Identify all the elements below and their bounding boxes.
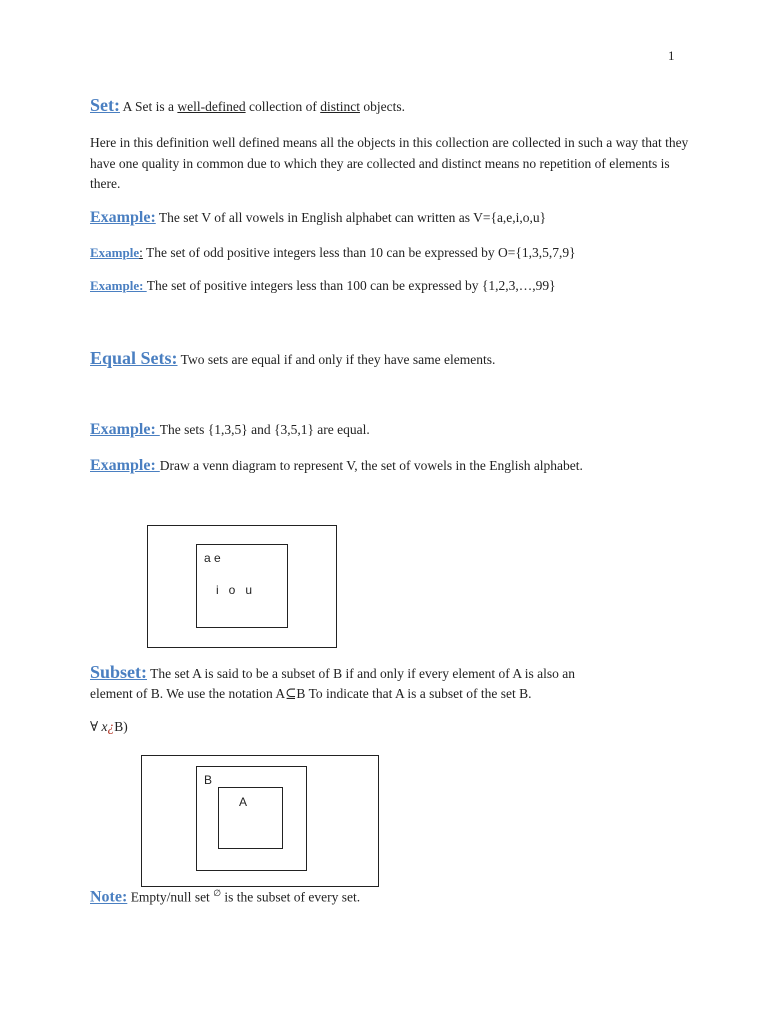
well-defined-term: well-defined bbox=[177, 99, 246, 114]
example-sep: : bbox=[139, 245, 143, 260]
formula-red-glyph: ¿ bbox=[107, 719, 115, 734]
set-text-1: A Set is a bbox=[120, 99, 178, 114]
note-text-2: is the subset of every set. bbox=[221, 889, 361, 905]
explanation-paragraph: Here in this definition well defined means all the objects in this collection are collected in such a way that they have one quality in common due to which they are collected and distinct means no repetition of elements is there. bbox=[90, 135, 689, 191]
formula-variable: x bbox=[101, 719, 108, 734]
example-venn bbox=[90, 457, 583, 475]
example-positive-integers bbox=[90, 278, 556, 294]
example-label: Example bbox=[90, 245, 140, 260]
note-text-1: Empty/null set bbox=[127, 889, 214, 905]
example-equal-sets bbox=[90, 421, 370, 439]
forall-symbol: ∀ bbox=[90, 719, 102, 734]
note-line bbox=[90, 888, 360, 907]
subset-definition-line2: element of B. We use the notation A⊆B To indicate that A is a subset of the set B. bbox=[90, 686, 532, 701]
venn-vowels-row2: i o u bbox=[216, 583, 253, 597]
equal-sets-definition bbox=[90, 348, 495, 369]
subset-definition-line1 bbox=[90, 662, 575, 683]
example-label: Example: bbox=[90, 457, 160, 474]
distinct-term: distinct bbox=[320, 99, 360, 114]
subset-text-1: The set A is said to be a subset of B if and only if every element of A is also an bbox=[147, 666, 575, 681]
set-text-3: objects. bbox=[359, 99, 405, 114]
example-odd-integers bbox=[90, 245, 576, 261]
subset-a-label: A bbox=[239, 795, 248, 809]
formula-suffix: B) bbox=[114, 719, 128, 734]
venn-vowels-row1: a e bbox=[204, 551, 221, 565]
subset-b-label: B bbox=[204, 773, 213, 787]
example-text: The set V of all vowels in English alphabet can written as V={a,e,i,o,u} bbox=[155, 210, 547, 225]
set-definition bbox=[90, 95, 405, 116]
example-label: Example: bbox=[90, 209, 156, 226]
equal-sets-heading: Equal Sets: bbox=[90, 348, 178, 368]
equal-sets-text: Two sets are equal if and only if they have same elements. bbox=[177, 352, 496, 367]
empty-set-symbol: ∅ bbox=[213, 888, 222, 898]
example-label: Example: bbox=[90, 421, 160, 438]
example-text: The set of positive integers less than 100 can be expressed by {1,2,3,…,99} bbox=[146, 278, 556, 293]
example-label: Example: bbox=[90, 278, 147, 293]
set-text-2: collection of bbox=[245, 99, 321, 114]
set-heading: Set: bbox=[90, 95, 120, 115]
page-number: 1 bbox=[668, 48, 675, 63]
example-text: Draw a venn diagram to represent V, the set of vowels in the English alphabet. bbox=[159, 458, 583, 473]
subset-heading: Subset: bbox=[90, 662, 148, 682]
note-heading: Note: bbox=[90, 888, 128, 906]
example-text: The sets {1,3,5} and {3,5,1} are equal. bbox=[159, 422, 370, 437]
subset-formula bbox=[90, 719, 128, 735]
subset-a-box bbox=[218, 787, 283, 849]
example-vowels bbox=[90, 209, 546, 227]
example-text: The set of odd positive integers less than 10 can be expressed by O={1,3,5,7,9} bbox=[142, 245, 576, 260]
